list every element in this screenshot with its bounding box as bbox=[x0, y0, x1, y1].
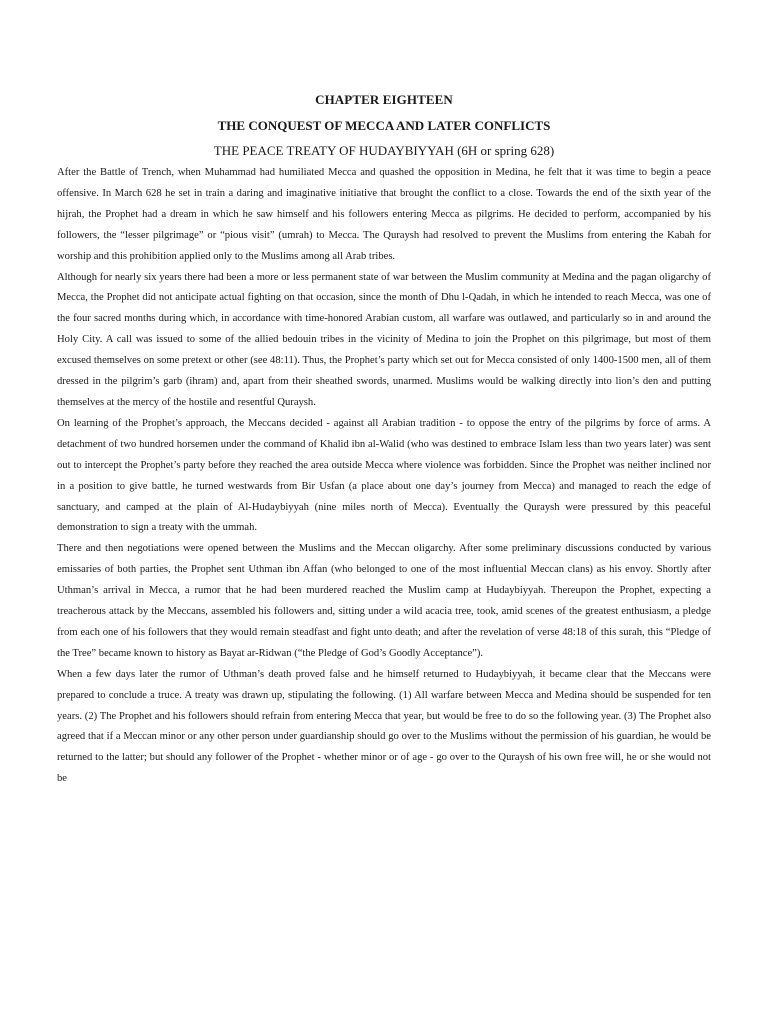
paragraph: Although for nearly six years there had been a more or less permanent state of war between the Muslim community at Medina and the pagan oligarchy of Mecca, the Prophet did not anticipate actual fighting on that occasion, since the month of Dhu l-Qadah, in which he intended to reach Mecca, was one of the four sacred months during which, in accordance with time-honored Arabian custom, all warfare was outlawed, and particularly so in and around the Holy City. A call was issued to some of the allied bedouin tribes in the vicinity of Medina to join the Prophet on this pilgrimage, but most of them excused themselves on some pretext or other (see 48:11). Thus, the Prophet’s party which set out for Mecca consisted of only 1400-1500 men, all of them dressed in the pilgrim’s garb (ihram) and, apart from their sheathed swords, unarmed. Muslims would be walking directly into lion’s den and putting themselves at the mercy of the hostile and resentful Quraysh. bbox=[57, 271, 711, 408]
document-page bbox=[57, 92, 711, 790]
section-title: THE PEACE TREATY OF HUDAYBIYYAH (6H or spring 628) bbox=[213, 143, 555, 158]
paragraph: After the Battle of Trench, when Muhammad had humiliated Mecca and quashed the opposition in Medina, he felt that it was time to begin a peace offensive. In March 628 he set in train a daring and imaginative initiative that brought the conflict to a close. Towards the end of the sixth year of the hijrah, the Prophet had a dream in which he saw himself and his followers entering Mecca as pilgrims. He decided to perform, accompanied by his followers, the “lesser pilgrimage” or “pious visit” (umrah) to Mecca. The Quraysh had resolved to prevent the Muslims from entering the Kabah for worship and this prohibition applied only to the Muslims among all Arab tribes. bbox=[57, 167, 711, 262]
paragraph: On learning of the Prophet’s approach, the Meccans decided - against all Arabian tradition - to oppose the entry of the pilgrims by force of arms. A detachment of two hundred horsemen under the command of Khalid ibn al-Walid (who was destined to embrace Islam less than two years later) was sent out to intercept the Prophet’s party before they reached the area outside Mecca where violence was forbidden. Since the Prophet was neither inclined nor in a position to give battle, he turned westwards from Bir Usfan (a place about one day’s journey from Mecca) and managed to reach the edge of sanctuary, and camped at the plain of Al-Hudaybiyyah (nine miles north of Mecca). Eventually the Quraysh were pressured by this peaceful demonstration to sign a treaty with the ummah. bbox=[57, 417, 711, 534]
chapter-label: CHAPTER EIGHTEEN bbox=[315, 92, 453, 107]
paragraph: When a few days later the rumor of Uthman’s death proved false and he himself returned to Hudaybiyyah, it became clear that the Meccans were prepared to conclude a truce. A treaty was drawn up, stipulating the following. (1) All warfare between Mecca and Medina should be suspended for ten years. (2) The Prophet and his followers should refrain from entering Mecca that year, but would be free to do so the following year. (3) The Prophet also agreed that if a Meccan minor or any other person under guardianship should go over to the Muslims without the permission of his guardian, he would be returned to the latter; but should any follower of the Prophet - whether minor or of age - go over to the Quraysh of his own free will, he or she would not be bbox=[57, 668, 711, 785]
paragraph: There and then negotiations were opened between the Muslims and the Meccan oligarchy. After some preliminary discussions conducted by various emissaries of both parties, the Prophet sent Uthman ibn Affan (who belonged to one of the most influential Meccan clans) as his envoy. Shortly after Uthman’s arrival in Mecca, a rumor that he had been murdered reached the Muslim camp at Hudaybiyyah. Thereupon the Prophet, expecting a treacherous attack by the Meccans, assembled his followers and, sitting under a wild acacia tree, took, amid scenes of the greatest enthusiasm, a pledge from each one of his followers that they would remain steadfast and fight unto death; and after the revelation of verse 48:18 of this surah, this “Pledge of the Tree” became known to history as Bayat ar-Ridwan (“the Pledge of God’s Goodly Acceptance”). bbox=[57, 543, 711, 659]
chapter-title: THE CONQUEST OF MECCA AND LATER CONFLICTS bbox=[217, 118, 551, 133]
